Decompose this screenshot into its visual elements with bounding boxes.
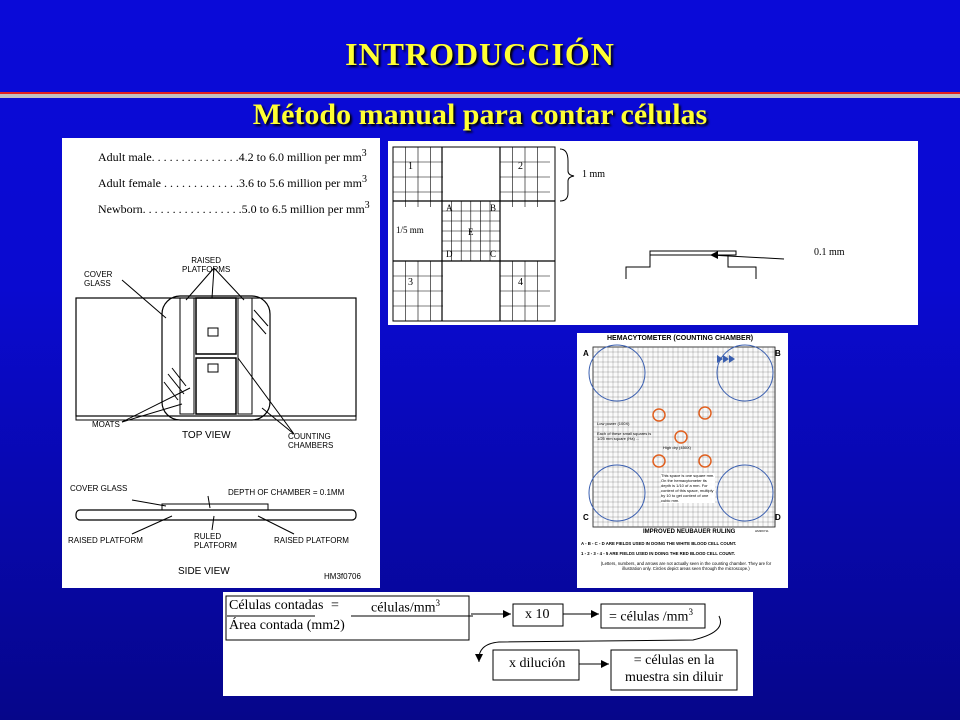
label-each-small: Each of these small squares is 1/25 mm square (Ha) ... xyxy=(597,431,652,441)
corner-b: B xyxy=(775,349,781,358)
corner-c: C xyxy=(583,513,589,522)
slide-title: INTRODUCCIÓN xyxy=(345,36,615,72)
formula-panel xyxy=(223,592,753,696)
label-depth: DEPTH OF CHAMBER = 0.1MM xyxy=(228,488,345,497)
square-4: 4 xyxy=(518,277,523,288)
center-letter-a: A xyxy=(446,203,453,213)
range-newborn: Newborn. . . . . . . . . . . . . . . . .5.0 to 6.5 million per $mm^3$ xyxy=(98,200,370,216)
figure-code: HM3f0706 xyxy=(324,572,361,581)
chamber-diagram-panel xyxy=(62,138,380,588)
note-illustration: (Letters, numbers, and arrows are not actually seen in the counting chamber. They are for illustration only. Circles depict areas seen through the microscope.) xyxy=(600,561,772,571)
label-moats: MOATS xyxy=(92,420,120,429)
label-side-view: SIDE VIEW xyxy=(178,566,230,577)
formula-denominator: Área contada (mm2) xyxy=(229,618,345,633)
range-adult-male: Adult male. . . . . . . . . . . . . . .4.2 to 6.0 million per $mm^3$ xyxy=(98,148,367,164)
corner-d: D xyxy=(775,513,781,522)
center-letter-b: B xyxy=(490,203,497,213)
chamber-drawing xyxy=(62,138,380,588)
label-raised-platform-left: RAISED PLATFORM xyxy=(68,536,143,545)
note-white-cells: A - B - C - D ARE FIELDS USED IN DOING THE WHITE BLOOD CELL COUNT. xyxy=(581,541,737,546)
corner-a: A xyxy=(583,349,589,358)
label-depth: 0.1 mm xyxy=(814,247,845,258)
step-times-10: x 10 xyxy=(525,607,550,622)
label-1mm: 1 mm xyxy=(582,169,606,180)
step-final: = células en la muestra sin diluir xyxy=(625,653,723,685)
label-raised-platform-right: RAISED PLATFORM xyxy=(274,536,349,545)
center-letter-d: D xyxy=(446,249,453,259)
step-cells-mm3: = células $/mm^3$ xyxy=(609,607,693,625)
hemacytometer-panel xyxy=(577,333,788,588)
label-1-5mm: 1/5 mm xyxy=(396,225,424,235)
label-high-dry: High dry (450X) xyxy=(663,445,692,450)
square-2: 2 xyxy=(518,161,523,172)
label-ruled-platform: RULED PLATFORM xyxy=(194,532,237,550)
label-low-power: Low power (100X) xyxy=(597,421,630,426)
label-cover-glass: COVER GLASS xyxy=(84,270,113,288)
label-top-view: TOP VIEW xyxy=(182,430,231,441)
step-dilution: x dilución xyxy=(509,656,566,671)
hemacytometer-title: HEMACYTOMETER (COUNTING CHAMBER) xyxy=(607,335,754,342)
label-space-note: This space is one square mm. On the hemacytometer its depth is 1/10 of a mm. For content of this space, multiply by 10 to get content of one cubic mm. xyxy=(661,473,715,503)
label-raised-platforms: RAISED PLATFORMS xyxy=(182,256,231,274)
formula-result: células/$mm^3$ xyxy=(371,598,441,616)
hemacytometer-drawing xyxy=(577,333,788,588)
center-letter-e: E xyxy=(468,227,474,237)
label-cover-glass-side: COVER GLASS xyxy=(70,484,128,493)
range-adult-female: Adult female . . . . . . . . . . . . .3.6 to 5.6 million per $mm^3$ xyxy=(98,174,367,190)
label-counting-chambers: COUNTING CHAMBERS xyxy=(288,432,334,450)
grid-diagram-panel xyxy=(388,141,918,325)
note-red-cells: 1 - 2 - 3 - 4 - 5 ARE FIELDS USED IN DOING THE RED BLOOD CELL COUNT. xyxy=(581,551,735,556)
slide-subtitle: Método manual para contar células xyxy=(252,98,708,131)
hemacytometer-code: HM3f0711 xyxy=(755,529,769,533)
label-ruling: IMPROVED NEUBAUER RULING xyxy=(643,529,736,535)
formula-numerator: Células contadas xyxy=(229,598,324,613)
square-1: 1 xyxy=(408,161,413,172)
formula-equals: = xyxy=(331,598,339,613)
center-letter-c: C xyxy=(490,249,497,259)
square-3: 3 xyxy=(408,277,413,288)
